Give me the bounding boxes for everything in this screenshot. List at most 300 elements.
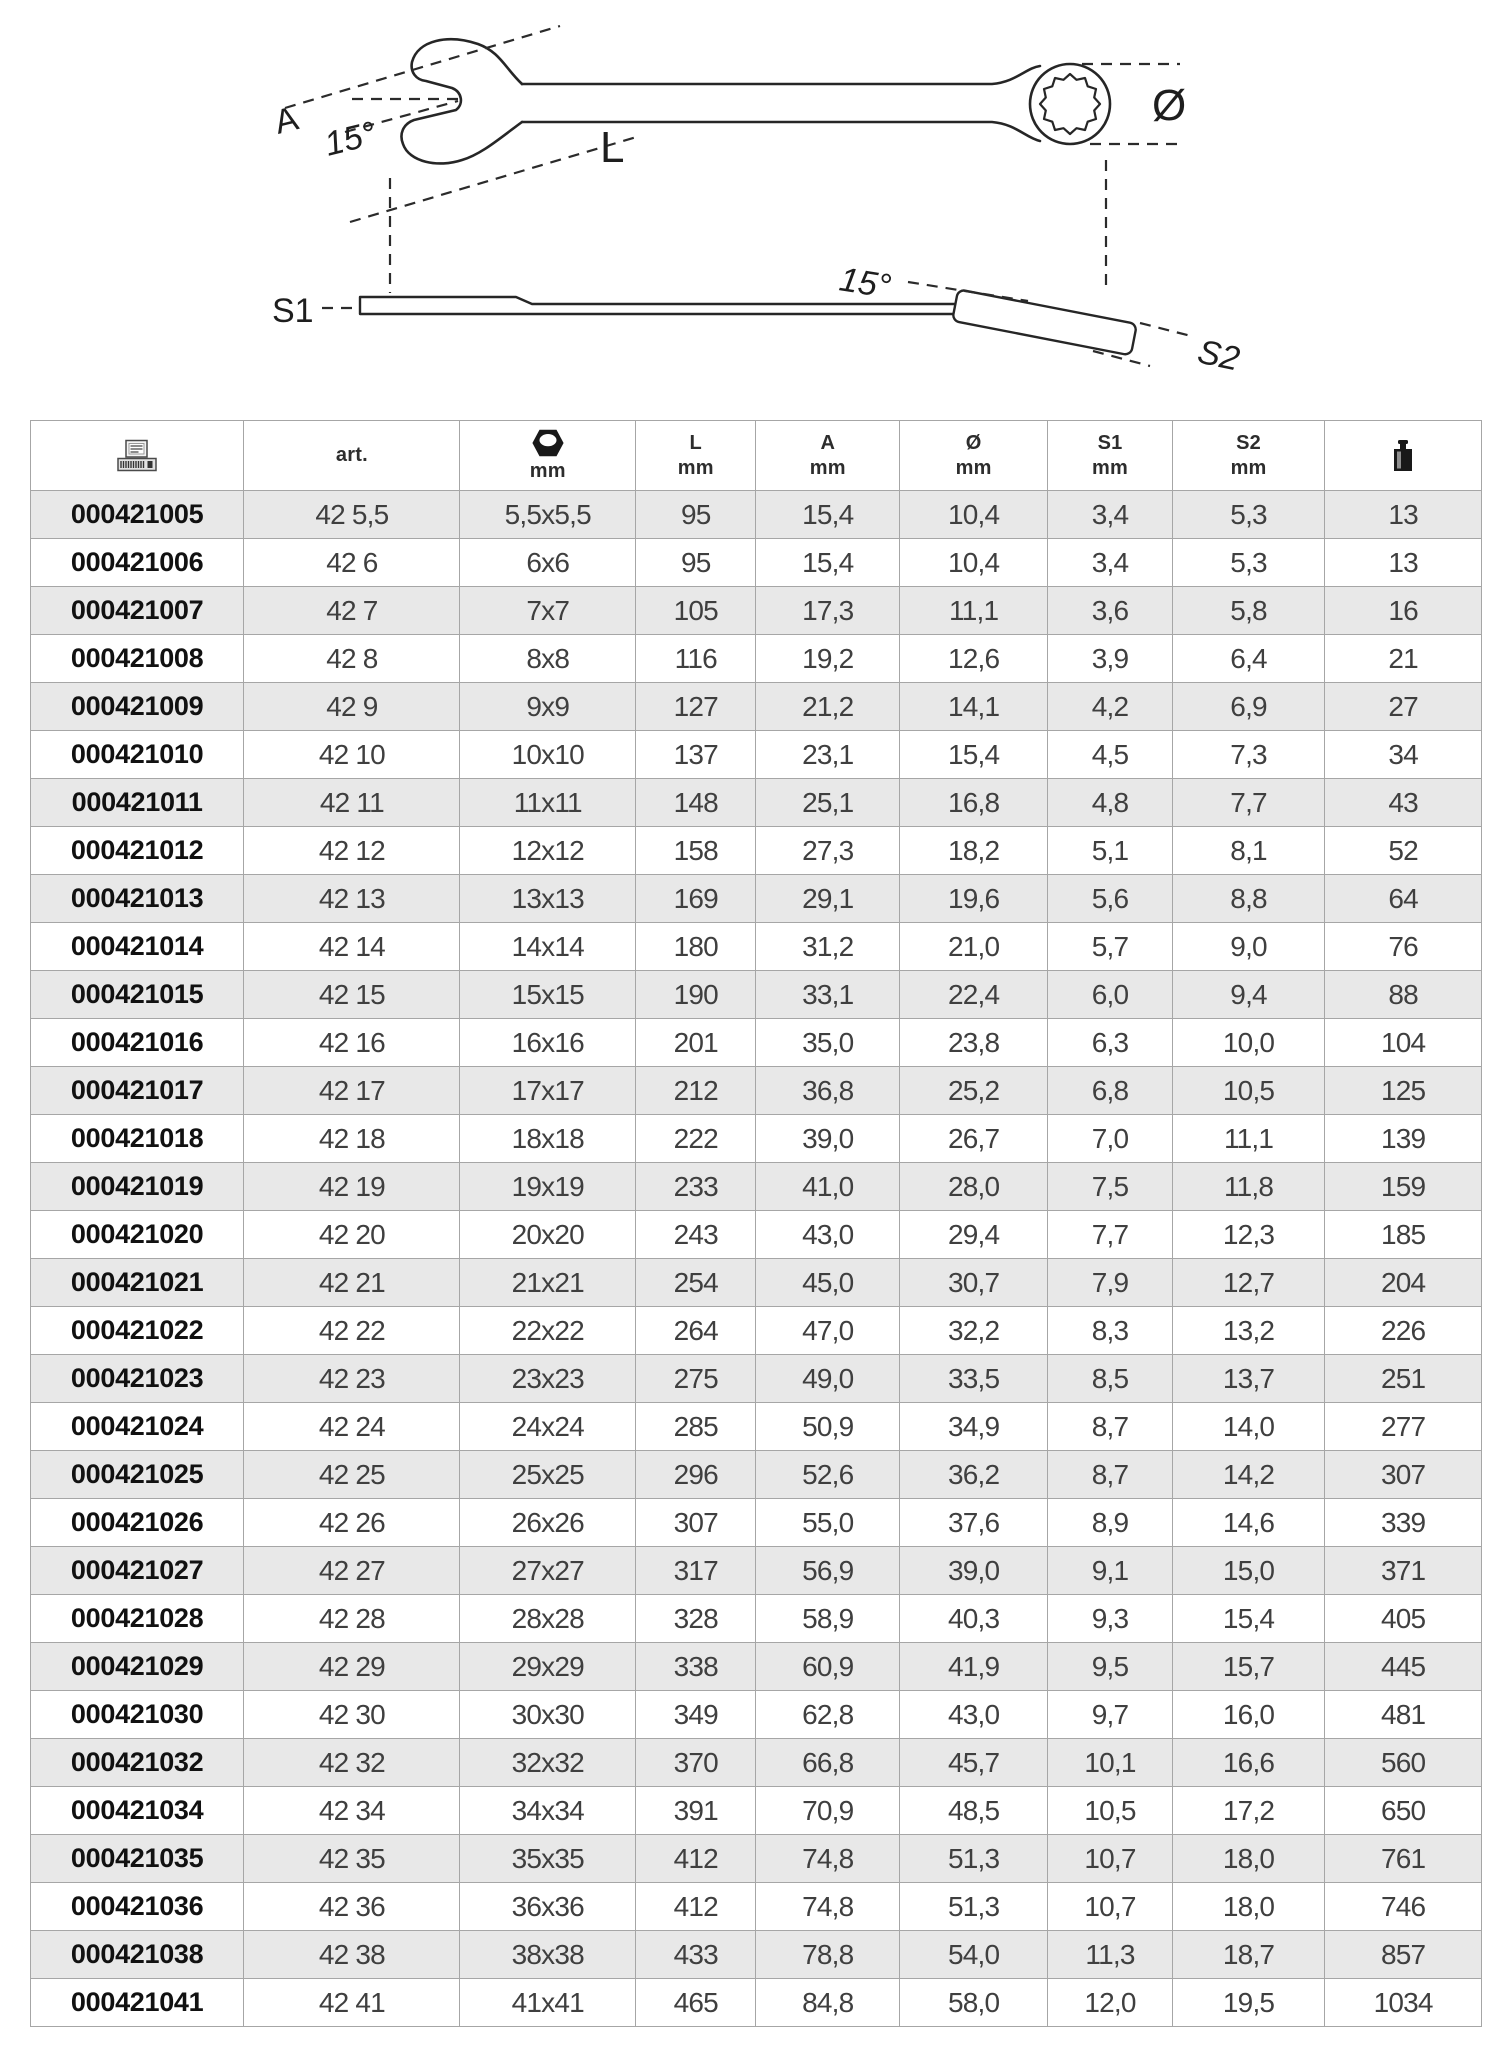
ean-code-icon	[117, 439, 157, 473]
spec-value-cell: 30x30	[460, 1691, 636, 1739]
spec-value-cell: 56,9	[756, 1547, 900, 1595]
dim-a-upper-line	[285, 26, 560, 108]
ean-code-cell: 000421035	[31, 1835, 244, 1883]
dim-label-s2: S2	[1194, 332, 1243, 379]
spec-value-cell: 3,6	[1048, 587, 1173, 635]
col-header-ean-code	[31, 421, 244, 491]
spec-row	[31, 1787, 1482, 1835]
ean-code-cell: 000421011	[31, 779, 244, 827]
spec-value-cell: 6x6	[460, 539, 636, 587]
spec-value-cell: 21,0	[900, 923, 1048, 971]
spec-value-cell: 50,9	[756, 1403, 900, 1451]
spec-value-cell: 48,5	[900, 1787, 1048, 1835]
col-s1-unit: mm	[1092, 456, 1128, 479]
spec-row	[31, 1883, 1482, 1931]
spec-value-cell: 10,4	[900, 539, 1048, 587]
spec-value-cell: 10x10	[460, 731, 636, 779]
spec-table	[30, 420, 1482, 2027]
spec-value-cell: 58,9	[756, 1595, 900, 1643]
spec-value-cell: 18,0	[1172, 1883, 1324, 1931]
spec-row	[31, 1067, 1482, 1115]
spec-value-cell: 27	[1325, 683, 1482, 731]
spec-value-cell: 27,3	[756, 827, 900, 875]
spec-value-cell: 42 35	[244, 1835, 460, 1883]
spec-value-cell: 28,0	[900, 1163, 1048, 1211]
spec-row	[31, 923, 1482, 971]
spec-value-cell: 41,0	[756, 1163, 900, 1211]
spec-value-cell: 42 6	[244, 539, 460, 587]
col-header-length	[636, 421, 756, 491]
spec-value-cell: 116	[636, 635, 756, 683]
spec-value-cell: 55,0	[756, 1499, 900, 1547]
spec-value-cell: 42 12	[244, 827, 460, 875]
spec-value-cell: 275	[636, 1355, 756, 1403]
spec-value-cell: 10,7	[1048, 1883, 1173, 1931]
spec-value-cell: 10,7	[1048, 1835, 1173, 1883]
spec-value-cell: 24x24	[460, 1403, 636, 1451]
col-header-weight	[1325, 421, 1482, 491]
spec-value-cell: 34	[1325, 731, 1482, 779]
spec-value-cell: 650	[1325, 1787, 1482, 1835]
spec-row	[31, 587, 1482, 635]
spec-value-cell: 76	[1325, 923, 1482, 971]
spec-value-cell: 6,8	[1048, 1067, 1173, 1115]
spec-value-cell: 1034	[1325, 1979, 1482, 2027]
col-header-a	[756, 421, 900, 491]
combination-wrench-diagram	[0, 10, 1512, 380]
spec-value-cell: 35,0	[756, 1019, 900, 1067]
spec-value-cell: 70,9	[756, 1787, 900, 1835]
spec-value-cell: 39,0	[756, 1115, 900, 1163]
spec-value-cell: 42 34	[244, 1787, 460, 1835]
ean-code-cell: 000421005	[31, 491, 244, 539]
spec-value-cell: 7,5	[1048, 1163, 1173, 1211]
spec-value-cell: 22,4	[900, 971, 1048, 1019]
ean-code-cell: 000421038	[31, 1931, 244, 1979]
spec-value-cell: 9,5	[1048, 1643, 1173, 1691]
spec-row	[31, 1355, 1482, 1403]
spec-value-cell: 6,4	[1172, 635, 1324, 683]
spec-value-cell: 49,0	[756, 1355, 900, 1403]
spec-value-cell: 10,1	[1048, 1739, 1173, 1787]
dim-label-s1: S1	[272, 292, 314, 330]
spec-value-cell: 433	[636, 1931, 756, 1979]
spec-value-cell: 47,0	[756, 1307, 900, 1355]
ean-code-cell: 000421029	[31, 1643, 244, 1691]
spec-value-cell: 6,9	[1172, 683, 1324, 731]
spec-row	[31, 1547, 1482, 1595]
spec-value-cell: 35x35	[460, 1835, 636, 1883]
spec-row	[31, 1259, 1482, 1307]
spec-value-cell: 26,7	[900, 1115, 1048, 1163]
spec-value-cell: 370	[636, 1739, 756, 1787]
ean-code-cell: 000421006	[31, 539, 244, 587]
spec-value-cell: 445	[1325, 1643, 1482, 1691]
open-end-head-outline	[401, 39, 522, 163]
spec-value-cell: 12,6	[900, 635, 1048, 683]
col-l-label: L	[689, 431, 702, 454]
spec-value-cell: 105	[636, 587, 756, 635]
spec-value-cell: 95	[636, 491, 756, 539]
spec-value-cell: 4,5	[1048, 731, 1173, 779]
spec-value-cell: 41x41	[460, 1979, 636, 2027]
spec-value-cell: 9,1	[1048, 1547, 1173, 1595]
spec-value-cell: 42 14	[244, 923, 460, 971]
spec-value-cell: 23x23	[460, 1355, 636, 1403]
spec-value-cell: 26x26	[460, 1499, 636, 1547]
spec-value-cell: 29x29	[460, 1643, 636, 1691]
spec-value-cell: 233	[636, 1163, 756, 1211]
spec-value-cell: 43	[1325, 779, 1482, 827]
spec-value-cell: 28x28	[460, 1595, 636, 1643]
spec-value-cell: 42 7	[244, 587, 460, 635]
spec-value-cell: 42 26	[244, 1499, 460, 1547]
spec-value-cell: 8,3	[1048, 1307, 1173, 1355]
spec-value-cell: 296	[636, 1451, 756, 1499]
spec-value-cell: 42 24	[244, 1403, 460, 1451]
col-header-art	[244, 421, 460, 491]
spec-row	[31, 1115, 1482, 1163]
spec-value-cell: 32,2	[900, 1307, 1048, 1355]
spec-value-cell: 9x9	[460, 683, 636, 731]
spec-value-cell: 25,1	[756, 779, 900, 827]
spec-value-cell: 78,8	[756, 1931, 900, 1979]
spec-value-cell: 95	[636, 539, 756, 587]
spec-value-cell: 6,3	[1048, 1019, 1173, 1067]
spec-value-cell: 54,0	[900, 1931, 1048, 1979]
ean-code-cell: 000421023	[31, 1355, 244, 1403]
spec-value-cell: 10,0	[1172, 1019, 1324, 1067]
spec-value-cell: 14,1	[900, 683, 1048, 731]
spec-value-cell: 84,8	[756, 1979, 900, 2027]
dim-label-angle-ring: 15°	[836, 260, 894, 306]
spec-value-cell: 42 27	[244, 1547, 460, 1595]
spec-value-cell: 226	[1325, 1307, 1482, 1355]
spec-value-cell: 21	[1325, 635, 1482, 683]
spec-value-cell: 13x13	[460, 875, 636, 923]
spec-value-cell: 8,7	[1048, 1403, 1173, 1451]
spec-value-cell: 857	[1325, 1931, 1482, 1979]
spec-value-cell: 62,8	[756, 1691, 900, 1739]
ean-code-cell: 000421018	[31, 1115, 244, 1163]
col-a-label: A	[820, 431, 836, 454]
spec-value-cell: 9,7	[1048, 1691, 1173, 1739]
spec-value-cell: 5,5x5,5	[460, 491, 636, 539]
spec-value-cell: 190	[636, 971, 756, 1019]
spec-value-cell: 746	[1325, 1883, 1482, 1931]
spec-value-cell: 12x12	[460, 827, 636, 875]
spec-value-cell: 22x22	[460, 1307, 636, 1355]
spec-value-cell: 15,4	[900, 731, 1048, 779]
spec-value-cell: 8,7	[1048, 1451, 1173, 1499]
spec-value-cell: 42 11	[244, 779, 460, 827]
spec-row	[31, 1307, 1482, 1355]
spec-value-cell: 16,6	[1172, 1739, 1324, 1787]
spec-value-cell: 33,5	[900, 1355, 1048, 1403]
ean-code-cell: 000421015	[31, 971, 244, 1019]
spec-value-cell: 12,0	[1048, 1979, 1173, 2027]
spec-value-cell: 32x32	[460, 1739, 636, 1787]
spec-value-cell: 8,5	[1048, 1355, 1173, 1403]
ean-code-cell: 000421014	[31, 923, 244, 971]
spec-value-cell: 3,9	[1048, 635, 1173, 683]
spec-value-cell: 42 28	[244, 1595, 460, 1643]
spec-value-cell: 10,5	[1048, 1787, 1173, 1835]
spec-value-cell: 13	[1325, 539, 1482, 587]
spec-value-cell: 14x14	[460, 923, 636, 971]
spec-value-cell: 45,7	[900, 1739, 1048, 1787]
spec-value-cell: 17,2	[1172, 1787, 1324, 1835]
spec-value-cell: 16x16	[460, 1019, 636, 1067]
spec-value-cell: 158	[636, 827, 756, 875]
spec-value-cell: 8,8	[1172, 875, 1324, 923]
spec-value-cell: 42 32	[244, 1739, 460, 1787]
spec-row	[31, 1499, 1482, 1547]
col-s2-unit: mm	[1230, 456, 1267, 479]
spec-value-cell: 45,0	[756, 1259, 900, 1307]
ean-code-cell: 000421009	[31, 683, 244, 731]
spec-value-cell: 21,2	[756, 683, 900, 731]
spec-value-cell: 148	[636, 779, 756, 827]
ean-code-cell: 000421025	[31, 1451, 244, 1499]
spec-value-cell: 15x15	[460, 971, 636, 1019]
ring-end-outline	[1030, 64, 1110, 144]
spec-value-cell: 42 8	[244, 635, 460, 683]
spec-value-cell: 4,8	[1048, 779, 1173, 827]
spec-value-cell: 42 10	[244, 731, 460, 779]
spec-value-cell: 180	[636, 923, 756, 971]
spec-value-cell: 307	[636, 1499, 756, 1547]
spec-value-cell: 38x38	[460, 1931, 636, 1979]
spec-row	[31, 779, 1482, 827]
ean-code-cell: 000421027	[31, 1547, 244, 1595]
spec-value-cell: 18x18	[460, 1115, 636, 1163]
ean-code-cell: 000421024	[31, 1403, 244, 1451]
spec-value-cell: 15,7	[1172, 1643, 1324, 1691]
spec-value-cell: 88	[1325, 971, 1482, 1019]
spec-value-cell: 3,4	[1048, 491, 1173, 539]
spec-value-cell: 11,3	[1048, 1931, 1173, 1979]
spec-value-cell: 42 23	[244, 1355, 460, 1403]
spec-value-cell: 15,4	[1172, 1595, 1324, 1643]
spec-value-cell: 19,5	[1172, 1979, 1324, 2027]
spec-value-cell: 104	[1325, 1019, 1482, 1067]
spec-value-cell: 12,7	[1172, 1259, 1324, 1307]
spec-value-cell: 14,0	[1172, 1403, 1324, 1451]
spec-value-cell: 20x20	[460, 1211, 636, 1259]
ean-code-cell: 000421013	[31, 875, 244, 923]
spec-row	[31, 683, 1482, 731]
spec-value-cell: 328	[636, 1595, 756, 1643]
spec-value-cell: 43,0	[900, 1691, 1048, 1739]
spec-value-cell: 34,9	[900, 1403, 1048, 1451]
spec-value-cell: 23,8	[900, 1019, 1048, 1067]
ean-code-cell: 000421016	[31, 1019, 244, 1067]
spec-value-cell: 5,8	[1172, 587, 1324, 635]
ean-code-cell: 000421021	[31, 1259, 244, 1307]
spec-value-cell: 3,4	[1048, 539, 1173, 587]
spec-value-cell: 18,0	[1172, 1835, 1324, 1883]
col-diameter-label: Ø	[965, 431, 982, 454]
spec-value-cell: 127	[636, 683, 756, 731]
spec-value-cell: 25,2	[900, 1067, 1048, 1115]
spec-value-cell: 8x8	[460, 635, 636, 683]
spec-value-cell: 42 30	[244, 1691, 460, 1739]
spec-value-cell: 412	[636, 1835, 756, 1883]
spec-value-cell: 51,3	[900, 1835, 1048, 1883]
spec-value-cell: 16,8	[900, 779, 1048, 827]
spec-value-cell: 137	[636, 731, 756, 779]
spec-value-cell: 42 21	[244, 1259, 460, 1307]
spec-value-cell: 139	[1325, 1115, 1482, 1163]
spec-value-cell: 42 41	[244, 1979, 460, 2027]
spec-value-cell: 42 25	[244, 1451, 460, 1499]
spec-value-cell: 42 18	[244, 1115, 460, 1163]
header-row	[31, 421, 1482, 491]
spec-row	[31, 1643, 1482, 1691]
spec-value-cell: 52	[1325, 827, 1482, 875]
spec-value-cell: 19x19	[460, 1163, 636, 1211]
spec-value-cell: 34x34	[460, 1787, 636, 1835]
spec-row	[31, 635, 1482, 683]
spec-value-cell: 9,0	[1172, 923, 1324, 971]
spec-value-cell: 23,1	[756, 731, 900, 779]
col-header-diameter	[900, 421, 1048, 491]
spec-value-cell: 42 17	[244, 1067, 460, 1115]
col-header-size	[460, 421, 636, 491]
spec-row	[31, 1979, 1482, 2027]
spec-row	[31, 1451, 1482, 1499]
spec-value-cell: 12,3	[1172, 1211, 1324, 1259]
spec-value-cell: 14,6	[1172, 1499, 1324, 1547]
col-l-unit: mm	[677, 456, 714, 479]
ean-code-cell: 000421036	[31, 1883, 244, 1931]
spec-value-cell: 31,2	[756, 923, 900, 971]
spec-value-cell: 11,8	[1172, 1163, 1324, 1211]
spec-value-cell: 19,6	[900, 875, 1048, 923]
spec-value-cell: 5,1	[1048, 827, 1173, 875]
spec-table-body	[31, 491, 1482, 2027]
spec-value-cell: 42 20	[244, 1211, 460, 1259]
spec-value-cell: 7,7	[1048, 1211, 1173, 1259]
spec-value-cell: 13,7	[1172, 1355, 1324, 1403]
spec-value-cell: 5,6	[1048, 875, 1173, 923]
spec-value-cell: 5,3	[1172, 539, 1324, 587]
spec-value-cell: 14,2	[1172, 1451, 1324, 1499]
spec-value-cell: 6,0	[1048, 971, 1173, 1019]
spec-value-cell: 60,9	[756, 1643, 900, 1691]
spec-value-cell: 222	[636, 1115, 756, 1163]
wrench-top-view	[401, 39, 1110, 163]
spec-row	[31, 1403, 1482, 1451]
spec-value-cell: 17,3	[756, 587, 900, 635]
spec-value-cell: 264	[636, 1307, 756, 1355]
spec-row	[31, 875, 1482, 923]
spec-value-cell: 29,1	[756, 875, 900, 923]
spec-value-cell: 18,7	[1172, 1931, 1324, 1979]
spec-value-cell: 64	[1325, 875, 1482, 923]
ean-code-cell: 000421022	[31, 1307, 244, 1355]
spec-value-cell: 13	[1325, 491, 1482, 539]
spec-value-cell: 391	[636, 1787, 756, 1835]
spec-value-cell: 42 36	[244, 1883, 460, 1931]
spec-value-cell: 317	[636, 1547, 756, 1595]
spec-value-cell: 204	[1325, 1259, 1482, 1307]
spec-value-cell: 58,0	[900, 1979, 1048, 2027]
spec-table-header	[31, 421, 1482, 491]
spec-value-cell: 21x21	[460, 1259, 636, 1307]
spec-value-cell: 212	[636, 1067, 756, 1115]
col-size-unit: mm	[529, 459, 566, 482]
spec-value-cell: 41,9	[900, 1643, 1048, 1691]
ean-code-cell: 000421019	[31, 1163, 244, 1211]
spec-value-cell: 7,0	[1048, 1115, 1173, 1163]
spec-row	[31, 1835, 1482, 1883]
spec-row	[31, 1211, 1482, 1259]
wrench-side-view	[360, 289, 1137, 355]
spec-value-cell: 9,4	[1172, 971, 1324, 1019]
ean-code-cell: 000421034	[31, 1787, 244, 1835]
spec-value-cell: 169	[636, 875, 756, 923]
dim-label-length: L	[600, 123, 625, 172]
spec-value-cell: 185	[1325, 1211, 1482, 1259]
spec-value-cell: 16	[1325, 587, 1482, 635]
spec-value-cell: 42 38	[244, 1931, 460, 1979]
ean-code-cell: 000421008	[31, 635, 244, 683]
spec-value-cell: 125	[1325, 1067, 1482, 1115]
spec-value-cell: 10,5	[1172, 1067, 1324, 1115]
spec-value-cell: 5,7	[1048, 923, 1173, 971]
spec-value-cell: 36,2	[900, 1451, 1048, 1499]
side-ring-boss	[952, 289, 1137, 355]
dim-label-diameter: Ø	[1152, 81, 1187, 130]
spec-value-cell: 66,8	[756, 1739, 900, 1787]
spec-row	[31, 827, 1482, 875]
spec-value-cell: 307	[1325, 1451, 1482, 1499]
hex-nut-icon	[531, 428, 565, 458]
spec-value-cell: 339	[1325, 1499, 1482, 1547]
col-a-unit: mm	[809, 456, 846, 479]
spec-value-cell: 251	[1325, 1355, 1482, 1403]
spec-value-cell: 4,2	[1048, 683, 1173, 731]
spec-value-cell: 42 13	[244, 875, 460, 923]
spec-value-cell: 17x17	[460, 1067, 636, 1115]
ean-code-cell: 000421032	[31, 1739, 244, 1787]
spec-value-cell: 42 15	[244, 971, 460, 1019]
spec-value-cell: 8,1	[1172, 827, 1324, 875]
spec-value-cell: 9,3	[1048, 1595, 1173, 1643]
spec-row	[31, 1163, 1482, 1211]
ean-code-cell: 000421017	[31, 1067, 244, 1115]
spec-value-cell: 30,7	[900, 1259, 1048, 1307]
spec-value-cell: 7x7	[460, 587, 636, 635]
spec-value-cell: 560	[1325, 1739, 1482, 1787]
ean-code-cell: 000421026	[31, 1499, 244, 1547]
spec-value-cell: 254	[636, 1259, 756, 1307]
spec-value-cell: 19,2	[756, 635, 900, 683]
spec-value-cell: 42 16	[244, 1019, 460, 1067]
col-s2-label: S2	[1236, 431, 1261, 454]
ean-code-cell: 000421012	[31, 827, 244, 875]
spec-row	[31, 1595, 1482, 1643]
spec-value-cell: 243	[636, 1211, 756, 1259]
spec-row	[31, 491, 1482, 539]
col-diameter-unit: mm	[955, 456, 992, 479]
spec-value-cell: 18,2	[900, 827, 1048, 875]
ean-code-cell: 000421041	[31, 1979, 244, 2027]
spec-row	[31, 539, 1482, 587]
spec-value-cell: 7,3	[1172, 731, 1324, 779]
